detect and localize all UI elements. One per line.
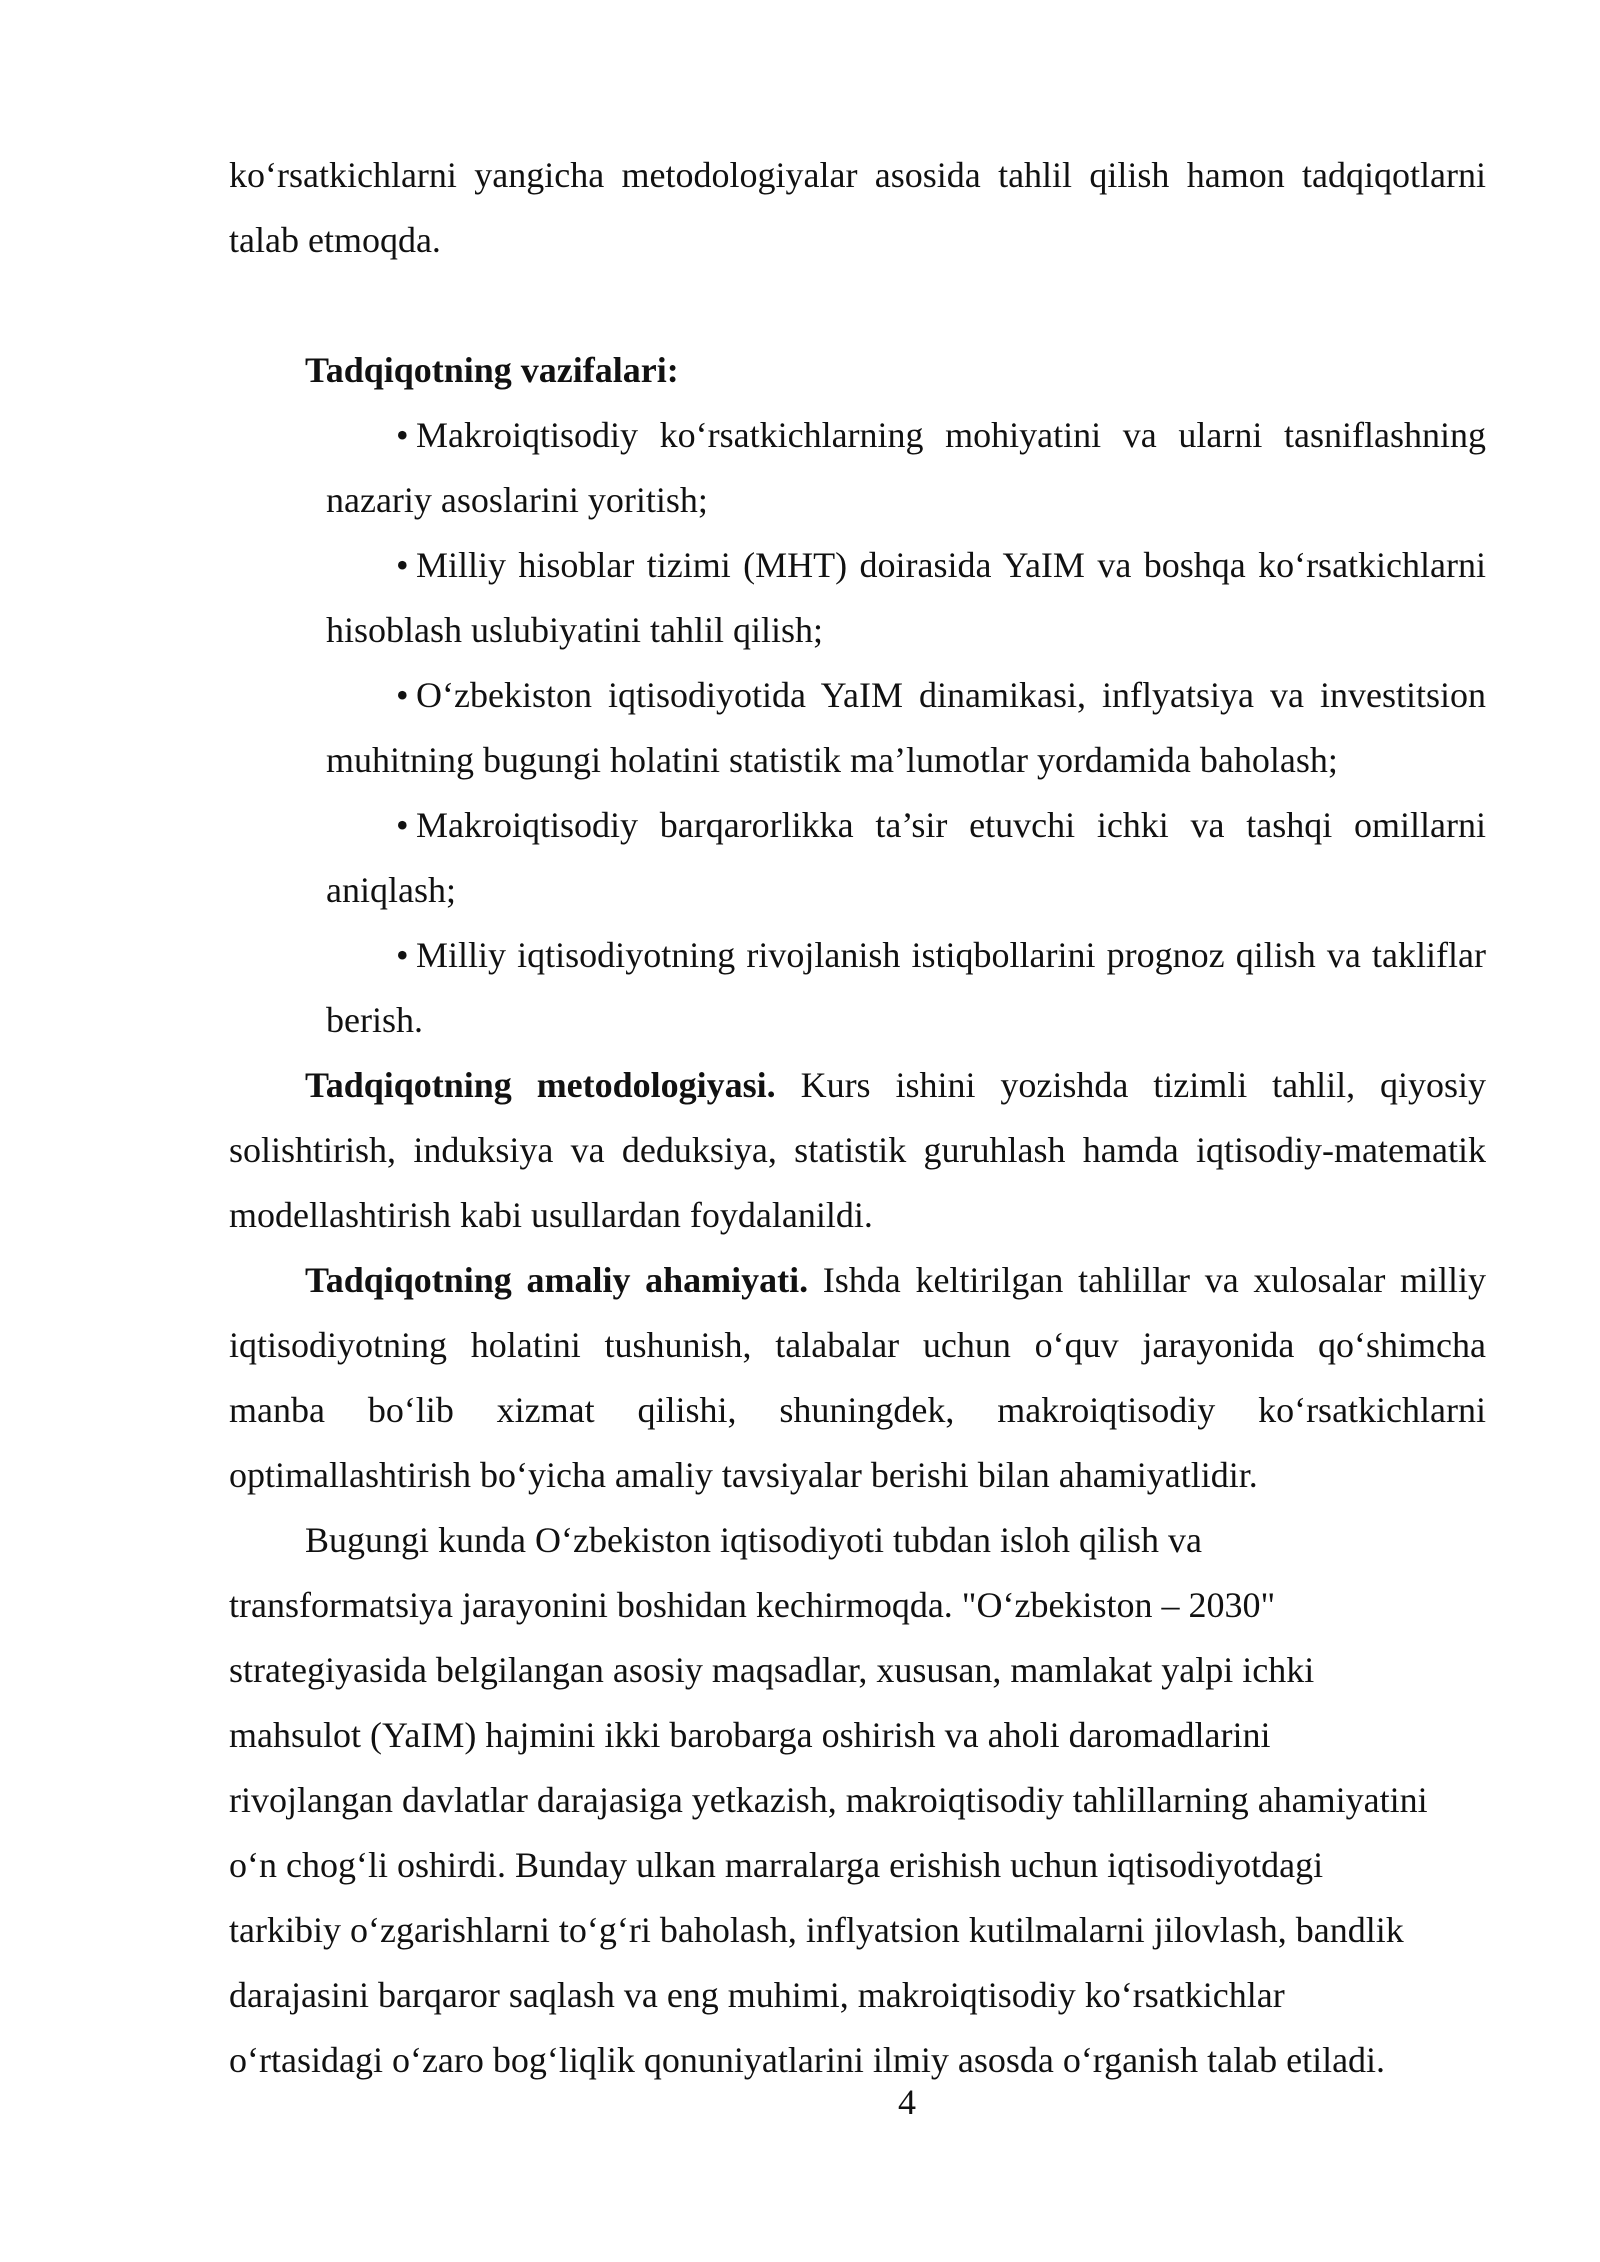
bullet-icon: • [396, 415, 409, 455]
closing-line: transformatsiya jarayonini boshidan kechirmoqda. "O‘zbekiston – 2030" [229, 1585, 1276, 1625]
intro-paragraph: ko‘rsatkichlarni yangicha metodologiyalar asosida tahlil qilish hamon tadqiqotlarni talab etmoqda. [229, 155, 1486, 260]
bullet-icon: • [396, 545, 409, 585]
bullet-icon: • [396, 935, 409, 975]
list-item-text: Makroiqtisodiy ko‘rsatkichlarning mohiyatini va ularni tasniflashning nazariy asoslarini yoritish; [326, 415, 1486, 520]
list-item-text: Makroiqtisodiy barqarorlikka ta’sir etuvchi ichki va tashqi omillarni aniqlash; [326, 805, 1486, 910]
closing-line: mahsulot (YaIM) hajmini ikki barobarga oshirish va aholi daromadlarini [229, 1715, 1271, 1755]
methodology-label: Tadqiqotning metodologiyasi. [305, 1065, 776, 1105]
page-number: 4 [898, 2082, 916, 2122]
list-item [326, 403, 1486, 533]
methodology-paragraph [229, 1053, 1486, 1248]
closing-line: rivojlangan davlatlar darajasiga yetkazish, makroiqtisodiy tahlillarning ahamiyatini [229, 1780, 1428, 1820]
list-item-text: O‘zbekiston iqtisodiyotida YaIM dinamikasi, inflyatsiya va investitsion muhitning bugungi holatini statistik ma’lumotlar yordamida baholash; [326, 675, 1486, 780]
closing-line: tarkibiy o‘zgarishlarni to‘g‘ri baholash, inflyatsion kutilmalarni jilovlash, bandlik [229, 1910, 1404, 1950]
closing-line: o‘rtasidagi o‘zaro bog‘liqlik qonuniyatlarini ilmiy asosda o‘rganish talab etiladi. [229, 2040, 1386, 2080]
tasks-list [326, 403, 1486, 1053]
tasks-heading: Tadqiqotning vazifalari: [305, 350, 679, 390]
closing-line: o‘n chog‘li oshirdi. Bunday ulkan marralarga erishish uchun iqtisodiyotdagi [229, 1845, 1324, 1885]
closing-line: strategiyasida belgilangan asosiy maqsadlar, xususan, mamlakat yalpi ichki [229, 1650, 1315, 1690]
list-item [326, 663, 1486, 793]
list-item [326, 533, 1486, 663]
closing-line: Bugungi kunda O‘zbekiston iqtisodiyoti tubdan isloh qilish va [305, 1520, 1202, 1560]
bullet-icon: • [396, 805, 409, 845]
list-item-text: Milliy hisoblar tizimi (MHT) doirasida YaIM va boshqa ko‘rsatkichlarni hisoblash uslubiyatini tahlil qilish; [326, 545, 1486, 650]
closing-line: darajasini barqaror saqlash va eng muhimi, makroiqtisodiy ko‘rsatkichlar [229, 1975, 1285, 2015]
bullet-icon: • [396, 675, 409, 715]
methodology-text: Kurs ishini yozishda tizimli tahlil, qiyosiy solishtirish, induksiya va deduksiya, statistik guruhlash hamda iqtisodiy-matematik modellashtirish kabi usullardan foydalanildi. [229, 1065, 1486, 1235]
practical-significance-paragraph [229, 1248, 1486, 1508]
practical-label: Tadqiqotning amaliy ahamiyati. [305, 1260, 809, 1300]
list-item [326, 793, 1486, 923]
list-item-text: Milliy iqtisodiyotning rivojlanish istiqbollarini prognoz qilish va takliflar berish. [326, 935, 1486, 1040]
closing-paragraph [229, 1508, 1486, 2093]
list-item [326, 923, 1486, 1053]
practical-text: Ishda keltirilgan tahlillar va xulosalar milliy iqtisodiyotning holatini tushunish, talabalar uchun o‘quv jarayonida qo‘shimcha manba bo‘lib xizmat qilishi, shuningdek, makroiqtisodiy ko‘rsatkichlarni optimallashtirish bo‘yicha amaliy tavsiyalar berishi bilan ahamiyatlidir. [229, 1260, 1486, 1495]
